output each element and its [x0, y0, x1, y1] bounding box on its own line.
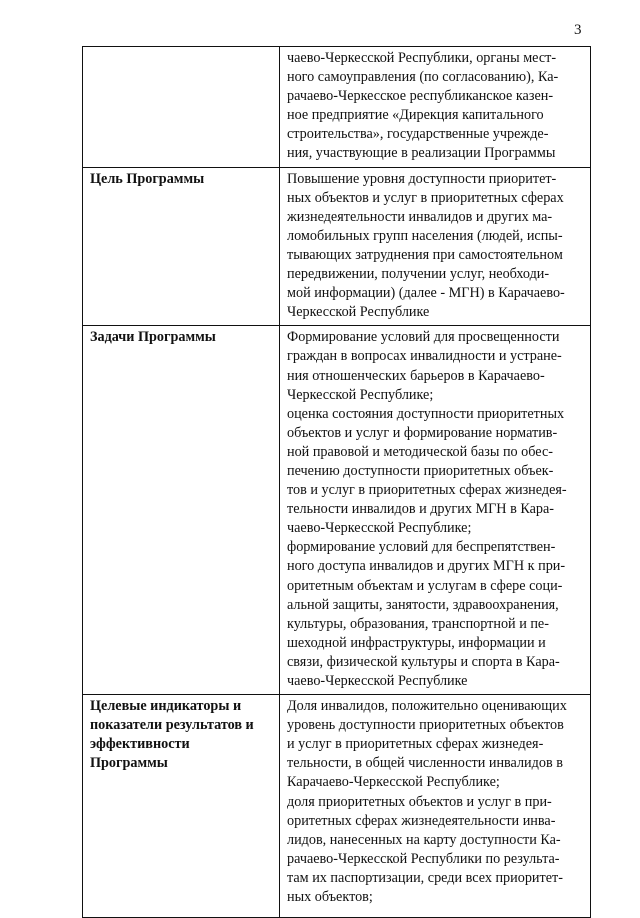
table-row [83, 695, 591, 918]
text-line: культуры, образования, транспортной и пе- [287, 615, 549, 632]
text-line: доля приоритетных объектов и услуг в при- [287, 793, 552, 810]
text-line: формирование условий для беспрепятствен- [287, 539, 556, 556]
text-line: оритетных сферах жизнедеятельности инва- [287, 812, 556, 829]
text-line: связи, физической культуры и спорта в Кара- [287, 653, 560, 670]
text-line: ного доступа инвалидов и других МГН к при- [287, 558, 566, 575]
text-line: альной защиты, занятости, здравоохранения, [287, 596, 559, 613]
text-line: тывающих затруднения при самостоятельном [287, 246, 563, 263]
text-line: жизнедеятельности инвалидов и других ма- [287, 208, 553, 225]
text-line: мой информации) (далее - МГН) в Карачаево- [287, 285, 565, 302]
text-line: Повышение уровня доступности приоритет- [287, 170, 557, 187]
program-passport-table [82, 46, 591, 918]
text-line: Черкесской Республике; [287, 386, 434, 403]
text-line: строительства», государственные учрежде- [287, 126, 549, 143]
text-line: ное предприятие «Дирекция капитального [287, 107, 544, 124]
text-line: Доля инвалидов, положительно оценивающих [287, 698, 567, 715]
row-value [280, 47, 591, 168]
text-line: Черкесской Республике [287, 304, 430, 321]
text-line: ния, участвующие в реализации Программы [287, 145, 556, 162]
table-row [83, 47, 591, 168]
text-line: чаево-Черкесской Республике [287, 673, 468, 689]
text-line: уровень доступности приоритетных объектов [287, 717, 564, 734]
text-line: там их паспортизации, среди всех приоритет- [287, 869, 563, 886]
text-line: оритетным объектам и услугам в сфере соци- [287, 577, 563, 594]
text-line: ных объектов и услуг в приоритетных сферах [287, 189, 564, 206]
text-line: ной правовой и методической базы по обес- [287, 443, 553, 460]
text-line: оценка состояния доступности приоритетных [287, 405, 565, 422]
row-label [83, 47, 280, 168]
text-line: Формирование условий для просвещенности [287, 329, 560, 346]
text-line: печению доступности приоритетных объек- [287, 462, 554, 479]
text-line: ломобильных групп населения (людей, испы- [287, 227, 563, 244]
row-label: Задачи Программы [83, 326, 280, 695]
text-line: ных объектов; [287, 889, 373, 906]
text-line: передвижении, получении услуг, необходи- [287, 266, 550, 283]
page-number: 3 [574, 22, 582, 38]
text-line: ного самоуправления (по согласованию), Ка- [287, 69, 559, 86]
text-line: лидов, нанесенных на карту доступности Ка- [287, 831, 561, 848]
table-row [83, 167, 591, 326]
text-line: чаево-Черкесской Республики, органы мест- [287, 50, 557, 66]
text-line: Карачаево-Черкесской Республике; [287, 774, 500, 791]
text-line: тов и услуг в приоритетных сферах жизнедея- [287, 482, 567, 499]
text-line: и услуг в приоритетных сферах жизнедея- [287, 736, 544, 753]
table-row [83, 326, 591, 695]
text-line: ния отношенческих барьеров в Карачаево- [287, 367, 545, 384]
text-line: рачаево-Черкесской Республики по результа- [287, 850, 560, 867]
row-label: Целевые индикаторы и показатели результатов и эффективности Программы [83, 695, 280, 918]
row-value [280, 326, 591, 695]
row-value [280, 695, 591, 918]
text-line: рачаево-Черкесское республиканское казен- [287, 88, 554, 105]
text-line: объектов и услуг и формирование норматив- [287, 424, 558, 441]
text-line: тельности инвалидов и других МГН в Кара- [287, 501, 555, 518]
text-line: шеходной инфраструктуры, информации и [287, 634, 546, 651]
row-label: Цель Программы [83, 167, 280, 326]
text-line: тельности, в общей численности инвалидов в [287, 755, 563, 772]
text-line: чаево-Черкесской Республике; [287, 520, 472, 537]
text-line: граждан в вопросах инвалидности и устране- [287, 348, 562, 365]
row-value [280, 167, 591, 326]
